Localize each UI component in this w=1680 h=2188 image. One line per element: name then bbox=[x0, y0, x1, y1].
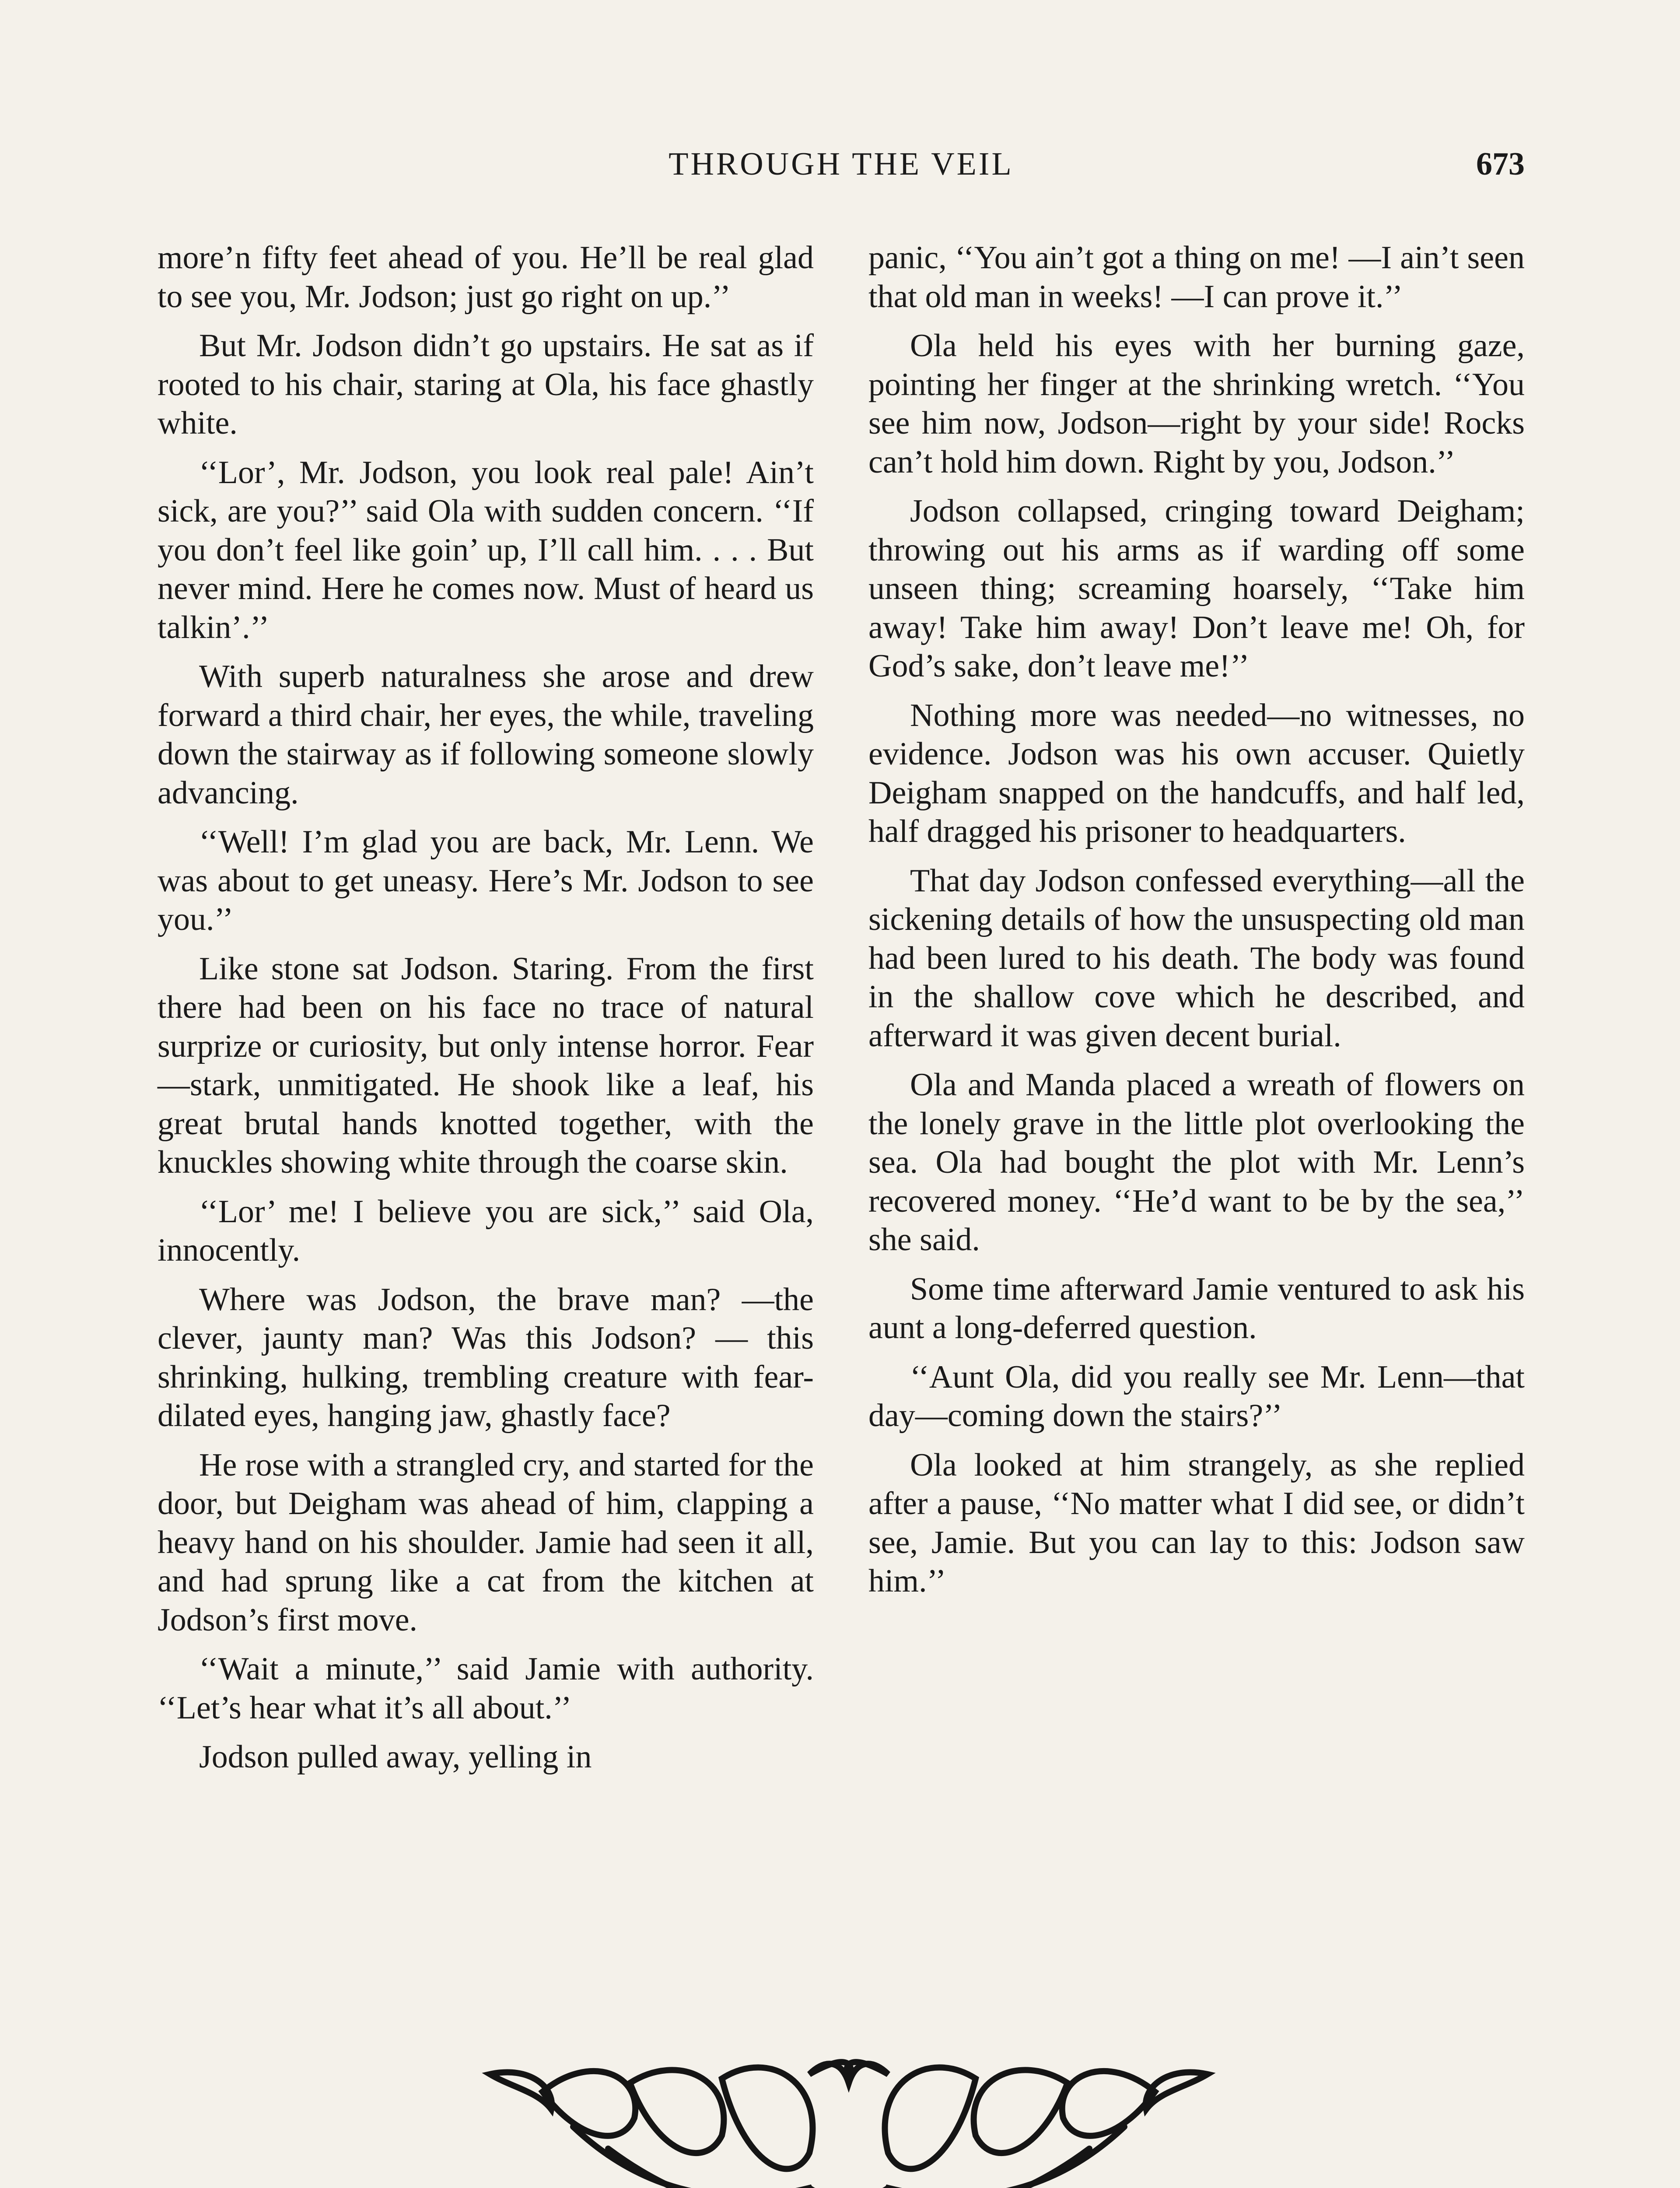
tailpiece-ornament-icon bbox=[477, 2057, 1221, 2188]
page-header bbox=[158, 142, 1525, 186]
page-number: 673 bbox=[1476, 146, 1525, 182]
left-column-paragraph: Like stone sat Jodson. Staring. From the first there had been on his face no trace of natural surprize or curiosity, but only intense horror. Fear—stark, unmitigated. He shook like a leaf, his great brutal hands knotted together, with the knuckles showing white through the coarse skin. bbox=[158, 950, 814, 1180]
right-column bbox=[868, 238, 1525, 1611]
left-column-paragraph: With superb naturalness she arose and drew forward a third chair, her eyes, the while, traveling down the stairway as if following someone slowly advancing. bbox=[158, 659, 814, 811]
left-column-paragraph: more’n fifty feet ahead of you. He’ll be real glad to see you, Mr. Jodson; just go right on up.’’ bbox=[158, 240, 814, 315]
right-column-paragraph: Nothing more was needed—no witnesses, no evidence. Jodson was his own accuser. Quietly Deigham snapped on the handcuffs, and half led, half dragged his prisoner to headquarters. bbox=[868, 697, 1525, 849]
right-column-paragraph: That day Jodson confessed everything—all the sickening details of how the unsuspecting old man had been lured to his death. The body was found in the shallow cove which he described, and afterward it was given decent burial. bbox=[868, 863, 1525, 1054]
left-column-paragraph: But Mr. Jodson didn’t go upstairs. He sat as if rooted to his chair, staring at Ola, his face ghastly white. bbox=[158, 328, 814, 441]
left-column-paragraph: ‘‘Lor’ me! I believe you are sick,’’ said Ola, innocently. bbox=[158, 1193, 814, 1268]
left-column-paragraph: ‘‘Well! I’m glad you are back, Mr. Lenn. We was about to get uneasy. Here’s Mr. Jodson to see you.’’ bbox=[158, 824, 814, 937]
right-column-paragraph: Some time afterward Jamie ventured to ask his aunt a long-deferred question. bbox=[868, 1271, 1525, 1346]
left-column bbox=[158, 238, 814, 1787]
left-column-paragraph: Jodson pulled away, yelling in bbox=[199, 1739, 592, 1775]
running-title: THROUGH THE VEIL bbox=[668, 146, 1014, 182]
left-column-paragraph: ‘‘Lor’, Mr. Jodson, you look real pale! Ain’t sick, are you?’’ said Ola with sudden concern. ‘‘If you don’t feel like goin’ up, I’ll call him. . . . But never mind. Here he comes now. Must of heard us talkin’.’’ bbox=[158, 454, 814, 645]
text-columns bbox=[158, 238, 1525, 2076]
left-column-paragraph: ‘‘Wait a minute,’’ said Jamie with authority. ‘‘Let’s hear what it’s all about.’’ bbox=[158, 1651, 814, 1726]
left-column-paragraph: Where was Jodson, the brave man? —the clever, jaunty man? Was this Jodson? — this shrinking, hulking, trembling creature with fear-dilated eyes, hanging jaw, ghastly face? bbox=[158, 1281, 814, 1434]
right-column-paragraph: panic, ‘‘You ain’t got a thing on me! —I ain’t seen that old man in weeks! —I can prove it.’’ bbox=[868, 240, 1525, 315]
right-column-paragraph: ‘‘Aunt Ola, did you really see Mr. Lenn—that day—coming down the stairs?’’ bbox=[868, 1359, 1525, 1434]
right-column-paragraph: Ola and Manda placed a wreath of flowers on the lonely grave in the little plot overlooking the sea. Ola had bought the plot with Mr. Lenn’s recovered money. ‘‘He’d want to be by the sea,’’ she said. bbox=[868, 1067, 1525, 1258]
left-column-paragraph: He rose with a strangled cry, and started for the door, but Deigham was ahead of him, clapping a heavy hand on his shoulder. Jamie had seen it all, and had sprung like a cat from the kitchen at Jodson’s first move. bbox=[158, 1447, 814, 1638]
right-column-paragraph: Ola held his eyes with her burning gaze, pointing her finger at the shrinking wretch. ‘‘You see him now, Jodson—right by your side! Rocks can’t hold him down. Right by you, Jodson.’’ bbox=[868, 328, 1525, 480]
right-column-paragraph: Ola looked at him strangely, as she replied after a pause, ‘‘No matter what I did see, or didn’t see, Jamie. But you can lay to this: Jodson saw him.’’ bbox=[868, 1447, 1525, 1599]
right-column-paragraph: Jodson collapsed, cringing toward Deigham; throwing out his arms as if warding off some unseen thing; screaming hoarsely, ‘‘Take him away! Take him away! Don’t leave me! Oh, for God’s sake, don’t leave me!’’ bbox=[868, 493, 1525, 684]
